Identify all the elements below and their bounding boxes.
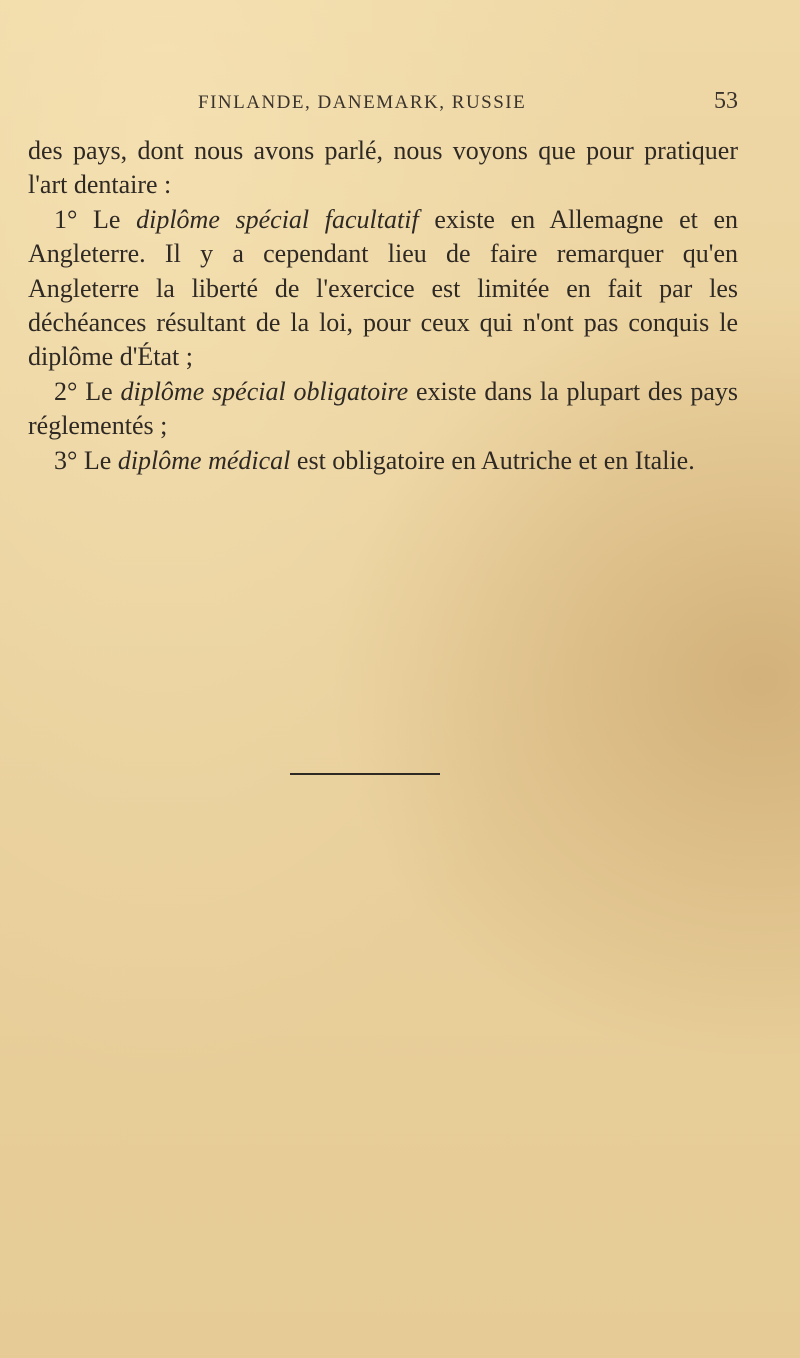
italic-term: diplôme médical xyxy=(117,445,291,475)
paragraph-item-2: 2° Le diplôme spécial obligatoire existe dans la plupart des pays réglementés ; xyxy=(28,376,739,441)
item-number: 1° xyxy=(54,204,78,234)
body-text xyxy=(28,134,738,478)
section-divider xyxy=(290,773,440,775)
page-header xyxy=(168,88,738,122)
paragraph-item-1: 1° Le diplôme spécial facultatif existe en Allemagne et en Angleterre. Il y a cependant lieu de faire remarquer qu'en Angleterre la liberté de l'exercice est limitée en fait par les déchéances résultant de la loi, pour ceux qui n'ont pas conquis le diplôme d'État ; xyxy=(28,204,739,372)
item-number: 2° xyxy=(54,376,78,406)
page-number: 53 xyxy=(714,88,738,114)
italic-term: diplôme spécial obligatoire xyxy=(120,376,409,406)
running-head: FINLANDE, DANEMARK, RUSSIE xyxy=(198,92,527,113)
paragraph-continuation: des pays, dont nous avons parlé, nous voyons que pour pratiquer l'art dentaire : xyxy=(28,136,738,200)
item-number: 3° xyxy=(54,445,78,475)
paragraph-item-3: 3° Le diplôme médical est obligatoire en Autriche et en Italie. xyxy=(54,445,695,475)
italic-term: diplôme spécial facultatif xyxy=(136,204,419,234)
